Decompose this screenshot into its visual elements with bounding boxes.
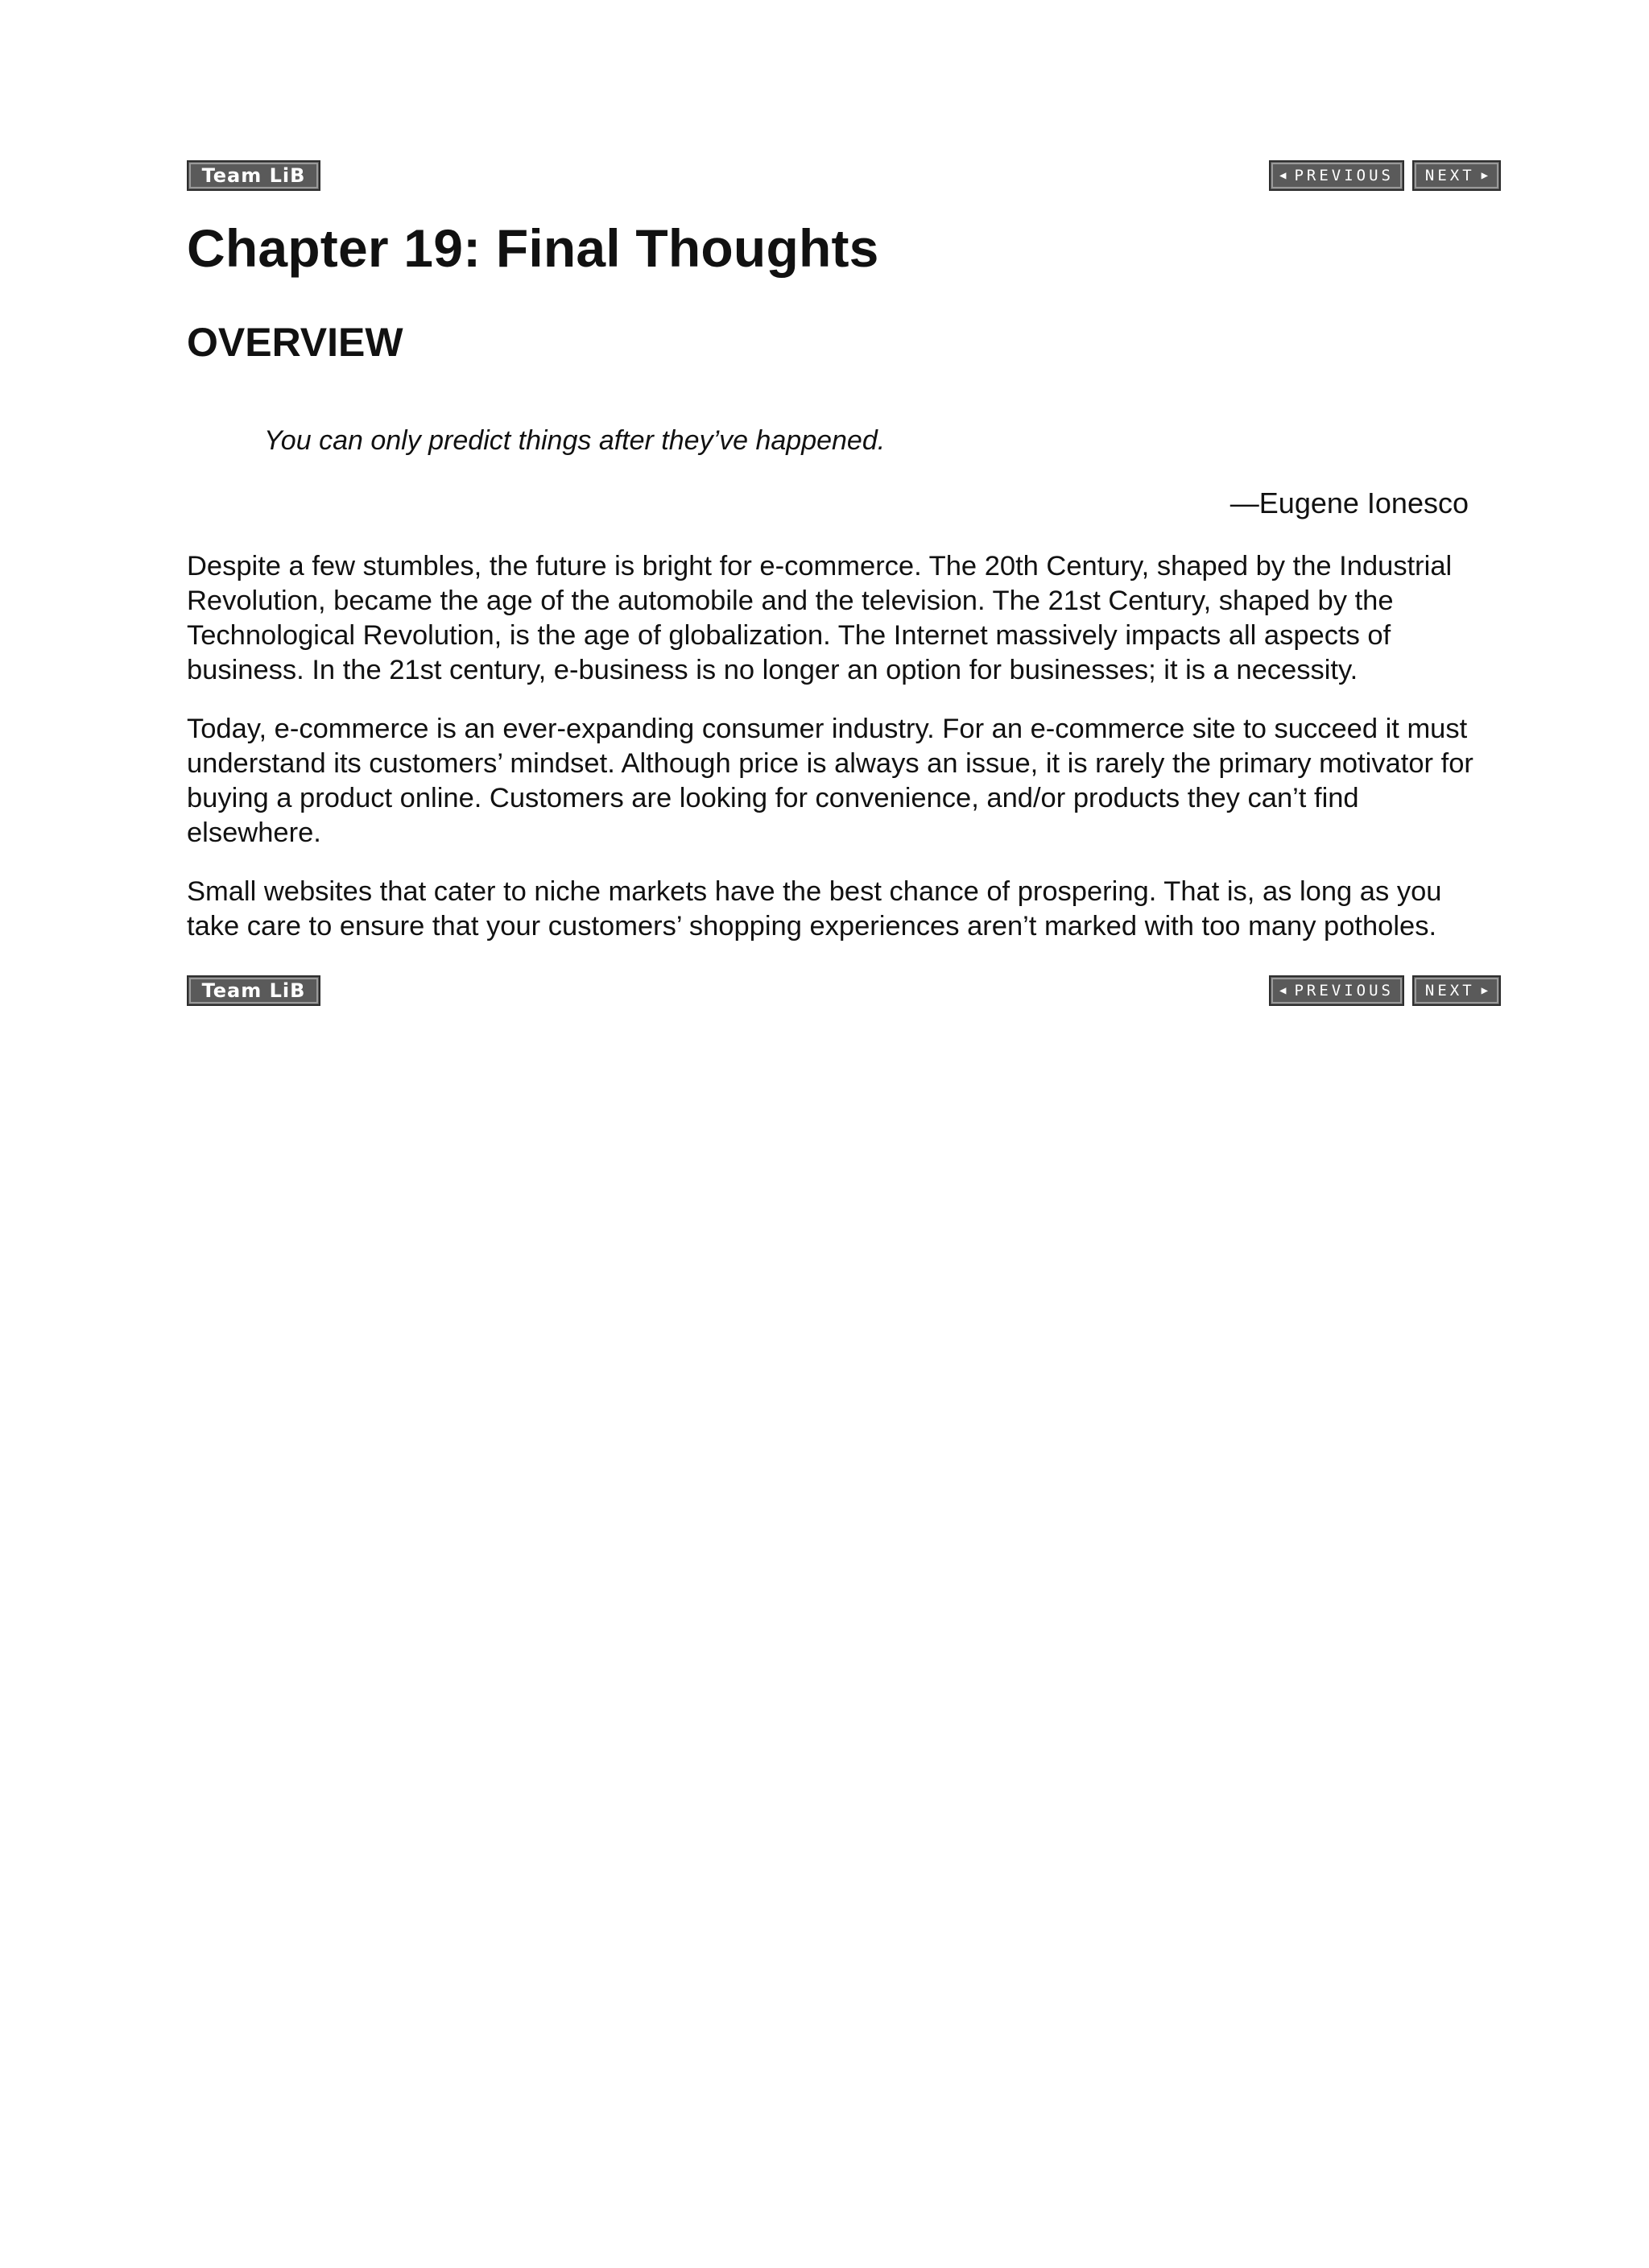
paragraph-3: Small websites that cater to niche markets have the best chance of prospering. That is, as long as you take care to ensure that your customers’ shopping experiences aren’t marked with too many potholes. [187, 876, 1442, 942]
right-arrow-icon: ▶ [1481, 984, 1489, 997]
team-lib-label: Team LiB [201, 164, 306, 187]
next-button-bottom[interactable] [1412, 975, 1501, 1006]
paragraph-1: Despite a few stumbles, the future is bright for e-commerce. The 20th Century, shaped by the Industrial Revolution, became the age of the automobile and the television. The 21st Century, shaped by the Technological Revolution, is the age of globalization. The Internet massively impacts all aspects of business. In the 21st century, e-business is no longer an option for businesses; it is a necessity. [187, 551, 1453, 685]
epigraph-attribution: —Eugene Ionesco [1230, 486, 1469, 519]
previous-button[interactable] [1269, 160, 1404, 191]
bottom-nav-bar [187, 975, 1499, 1009]
left-arrow-icon: ◀ [1279, 169, 1287, 182]
top-nav-bar [187, 160, 1499, 194]
previous-label: PREVIOUS [1294, 167, 1394, 184]
paragraph-2: Today, e-commerce is an ever-expanding consumer industry. For an e-commerce site to succeed it must understand its customers’ mindset. Although price is always an issue, it is rarely the primary motivator for buying a product online. Customers are looking for convenience, and/or products they can’t find elsewhere. [187, 714, 1473, 848]
epigraph-quote: You can only predict things after they’ve happened. [264, 425, 886, 456]
section-title: OVERVIEW [187, 320, 403, 365]
body-text [187, 549, 1475, 968]
team-lib-button[interactable] [187, 160, 320, 191]
left-arrow-icon: ◀ [1279, 984, 1287, 997]
chapter-title: Chapter 19: Final Thoughts [187, 218, 879, 278]
right-arrow-icon: ▶ [1481, 169, 1489, 182]
team-lib-button-bottom[interactable] [187, 975, 320, 1006]
team-lib-label: Team LiB [201, 979, 306, 1002]
next-label: NEXT [1424, 982, 1475, 999]
previous-label: PREVIOUS [1294, 982, 1394, 999]
previous-button-bottom[interactable] [1269, 975, 1404, 1006]
next-button[interactable] [1412, 160, 1501, 191]
next-label: NEXT [1424, 167, 1475, 184]
